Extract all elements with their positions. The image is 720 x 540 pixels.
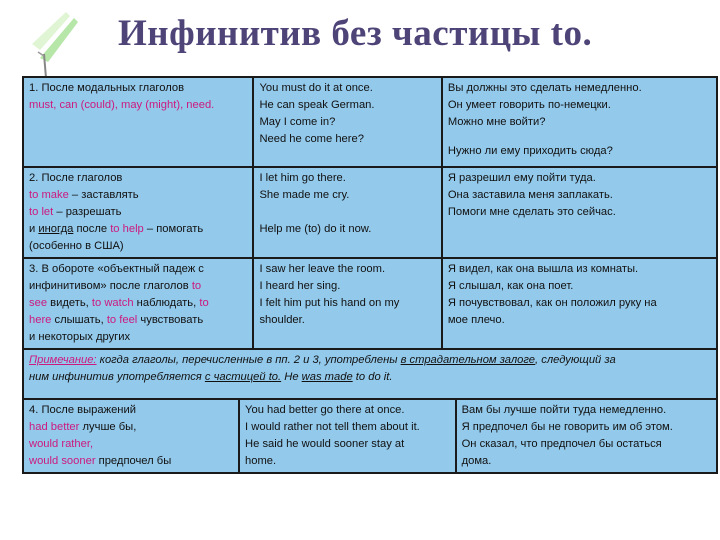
verb: to let — [29, 206, 54, 218]
rule-text: инфинитивом» после глаголов — [29, 280, 192, 292]
russian-cell — [442, 167, 717, 258]
verb-translation: предпочел бы — [95, 455, 172, 467]
verb-translation: слышать, — [51, 314, 107, 326]
example-ru: Я видел, как она вышла из комнаты. — [447, 263, 639, 275]
rule-text: 3. В обороте «объектный падеж с — [29, 263, 204, 275]
table-row — [23, 167, 717, 258]
verb: to — [199, 297, 209, 309]
rule-text: и некоторых других — [29, 331, 131, 343]
note-text: to do it. — [352, 371, 393, 383]
rule-cell — [23, 399, 239, 473]
verb-translation: – заставлять — [68, 189, 139, 201]
verb: see — [29, 297, 48, 309]
verb-translation: – разрешать — [53, 206, 122, 218]
rule-cell — [23, 258, 253, 349]
example-ru: Я предпочел бы не говорить им об этом. — [461, 421, 673, 433]
example-ru: Вам бы лучше пойти туда немедленно. — [461, 404, 667, 416]
russian-cell — [442, 258, 717, 349]
example-en: May I come in? — [259, 116, 336, 128]
table-row — [23, 77, 717, 167]
verb: had better — [29, 421, 80, 433]
example-en: shoulder. — [259, 314, 305, 326]
example-en: Help me (to) do it now. — [259, 223, 372, 235]
verb: to help — [110, 223, 144, 235]
rules-table-2 — [22, 398, 718, 474]
rules-table — [22, 76, 718, 400]
english-cell — [253, 258, 441, 349]
note-text: He — [281, 371, 302, 383]
example-ru: Я слышал, как она поет. — [447, 280, 574, 292]
rule-text: (особенно в США) — [29, 240, 124, 252]
title-decoration-icon — [22, 10, 82, 80]
verb-translation: чувствовать — [137, 314, 204, 326]
example-en: Need he come here? — [259, 133, 364, 145]
rule-text: 1. После модальных глаголов — [29, 82, 185, 94]
example-en: You must do it at once. — [259, 82, 373, 94]
verb: would sooner — [29, 455, 96, 467]
table-row — [23, 399, 717, 473]
page-title: Инфинитив без частицы to. — [118, 13, 593, 54]
verb: to watch — [91, 297, 134, 309]
verb: would rather, — [29, 438, 94, 450]
note-text: с частицей to. — [204, 371, 282, 383]
verb: to make — [29, 189, 69, 201]
example-ru: дома. — [461, 455, 492, 467]
example-en: I saw her leave the room. — [259, 263, 386, 275]
table-row — [23, 258, 717, 349]
rule-text: после — [73, 223, 111, 235]
note-text: в страдательном залоге — [400, 354, 536, 366]
note-text: ним инфинитив употребляется — [29, 371, 205, 383]
rule-text: и — [29, 223, 39, 235]
example-ru: Он сказал, что предпочел бы остаться — [461, 438, 662, 450]
rule-verbs: must, can (could), may (might), need. — [29, 99, 215, 111]
note-cell — [23, 349, 717, 399]
note-row — [23, 349, 717, 399]
example-ru: Он умеет говорить по-немецки. — [447, 99, 611, 111]
example-ru: Она заставила меня заплакать. — [447, 189, 613, 201]
example-en: I let him go there. — [259, 172, 346, 184]
verb: to — [191, 280, 202, 292]
note-text: , следующий за — [535, 354, 616, 366]
example-ru: Вы должны это сделать немедленно. — [447, 82, 642, 94]
rule-text: иногда — [38, 223, 74, 235]
example-en: You had better go there at once. — [245, 404, 405, 416]
verb-translation: наблюдать, — [133, 297, 200, 309]
verb-translation: лучше бы, — [79, 421, 137, 433]
verb: here — [29, 314, 52, 326]
example-ru: Помоги мне сделать это сейчас. — [447, 206, 616, 218]
verb-translation: – помогать — [143, 223, 204, 235]
russian-cell — [442, 77, 717, 167]
example-ru: Я почувствовал, как он положил руку на — [447, 297, 657, 309]
russian-cell — [456, 399, 717, 473]
example-en: He said he would sooner stay at — [245, 438, 405, 450]
rule-text: 4. После выражений — [29, 404, 136, 416]
example-ru: Можно мне войти? — [447, 116, 546, 128]
verb: to feel — [106, 314, 138, 326]
example-ru: Нужно ли ему приходить сюда? — [447, 145, 613, 157]
example-en: I would rather not tell them about it. — [245, 421, 420, 433]
english-cell — [239, 399, 456, 473]
rule-text: 2. После глаголов — [29, 172, 123, 184]
example-ru: Я разрешил ему пойти туда. — [447, 172, 596, 184]
example-en: He can speak German. — [259, 99, 375, 111]
rule-cell — [23, 77, 253, 167]
verb-translation: видеть, — [47, 297, 92, 309]
note-text: was made — [301, 371, 353, 383]
note-label: Примечание: — [29, 354, 97, 366]
note-text: когда глаголы, перечисленные в пп. 2 и 3, употреблены — [96, 354, 401, 366]
example-en: I heard her sing. — [259, 280, 341, 292]
example-en: home. — [245, 455, 277, 467]
example-ru: мое плечо. — [447, 314, 505, 326]
example-en: She made me cry. — [259, 189, 350, 201]
english-cell — [253, 77, 441, 167]
example-en: I felt him put his hand on my — [259, 297, 400, 309]
english-cell — [253, 167, 441, 258]
rule-cell — [23, 167, 253, 258]
